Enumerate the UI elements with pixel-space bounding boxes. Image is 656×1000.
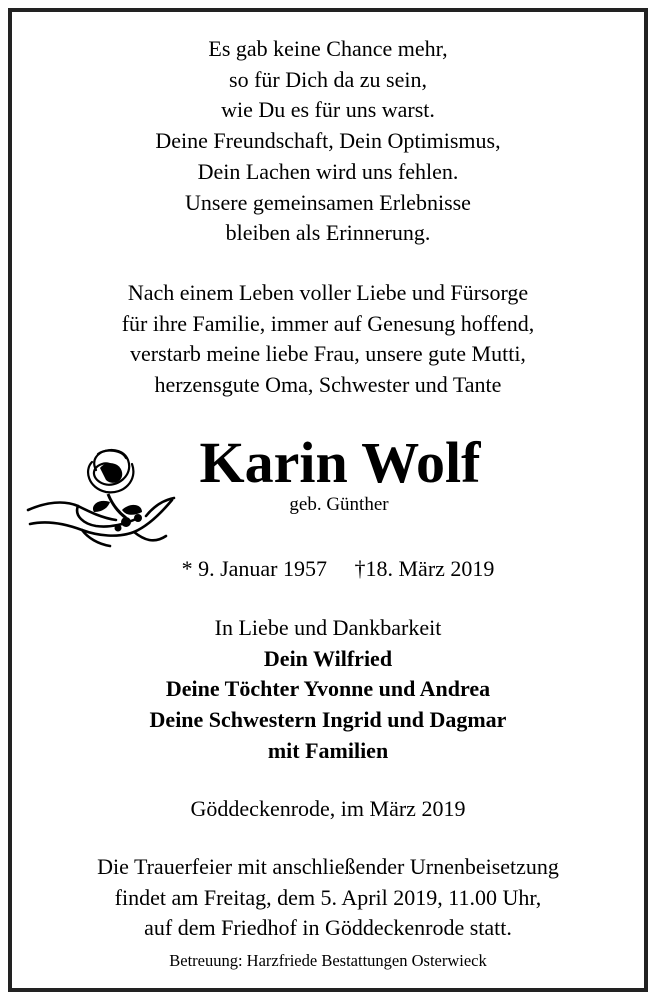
mourner-line: Deine Schwestern Ingrid und Dagmar xyxy=(149,707,507,733)
intro-line: Nach einem Leben voller Liebe und Fürsorge xyxy=(127,280,529,305)
intro-text xyxy=(12,278,644,401)
poem-line: Es gab keine Chance mehr, xyxy=(208,36,448,61)
life-dates xyxy=(12,554,644,584)
poem-line: bleiben als Erinnerung. xyxy=(225,220,431,246)
funeral-line: auf dem Friedhof in Göddeckenrode statt. xyxy=(144,915,512,941)
closing-block xyxy=(12,613,644,767)
poem-line: Deine Freundschaft, Dein Optimismus, xyxy=(155,128,501,154)
birth-date: * 9. Januar 1957 xyxy=(181,556,327,581)
obituary-frame xyxy=(8,8,648,992)
poem xyxy=(12,34,644,249)
funeral-line: findet am Freitag, dem 5. April 2019, 11.00 Uhr, xyxy=(114,884,542,910)
funeral-line: Die Trauerfeier mit anschließender Urnenbeisetzung xyxy=(97,854,559,879)
mourner-line: mit Familien xyxy=(267,737,389,763)
intro-line: herzensgute Oma, Schwester und Tante xyxy=(154,372,502,398)
mourner-line: Deine Töchter Yvonne und Andrea xyxy=(165,676,491,702)
funeral-info xyxy=(12,852,644,944)
deceased-name: Karin Wolf xyxy=(199,430,481,495)
poem-line: wie Du es für uns warst. xyxy=(221,97,435,123)
intro-line: verstarb meine liebe Frau, unsere gute Mutti, xyxy=(130,341,526,367)
place-and-date: Göddeckenrode, im März 2019 xyxy=(190,796,466,821)
closing-phrase: In Liebe und Dankbarkeit xyxy=(214,615,442,640)
death-date: †18. März 2019 xyxy=(354,556,495,581)
mourner-line: Dein Wilfried xyxy=(263,645,393,671)
poem-line: so für Dich da zu sein, xyxy=(229,66,427,92)
funeral-home-credit: Betreuung: Harzfriede Bestattungen Osterwieck xyxy=(169,951,487,970)
poem-line: Unsere gemeinsamen Erlebnisse xyxy=(185,189,471,215)
maiden-name: geb. Günther xyxy=(289,494,389,515)
poem-line: Dein Lachen wird uns fehlen. xyxy=(197,158,459,184)
intro-line: für ihre Familie, immer auf Genesung hoffend, xyxy=(121,310,535,336)
